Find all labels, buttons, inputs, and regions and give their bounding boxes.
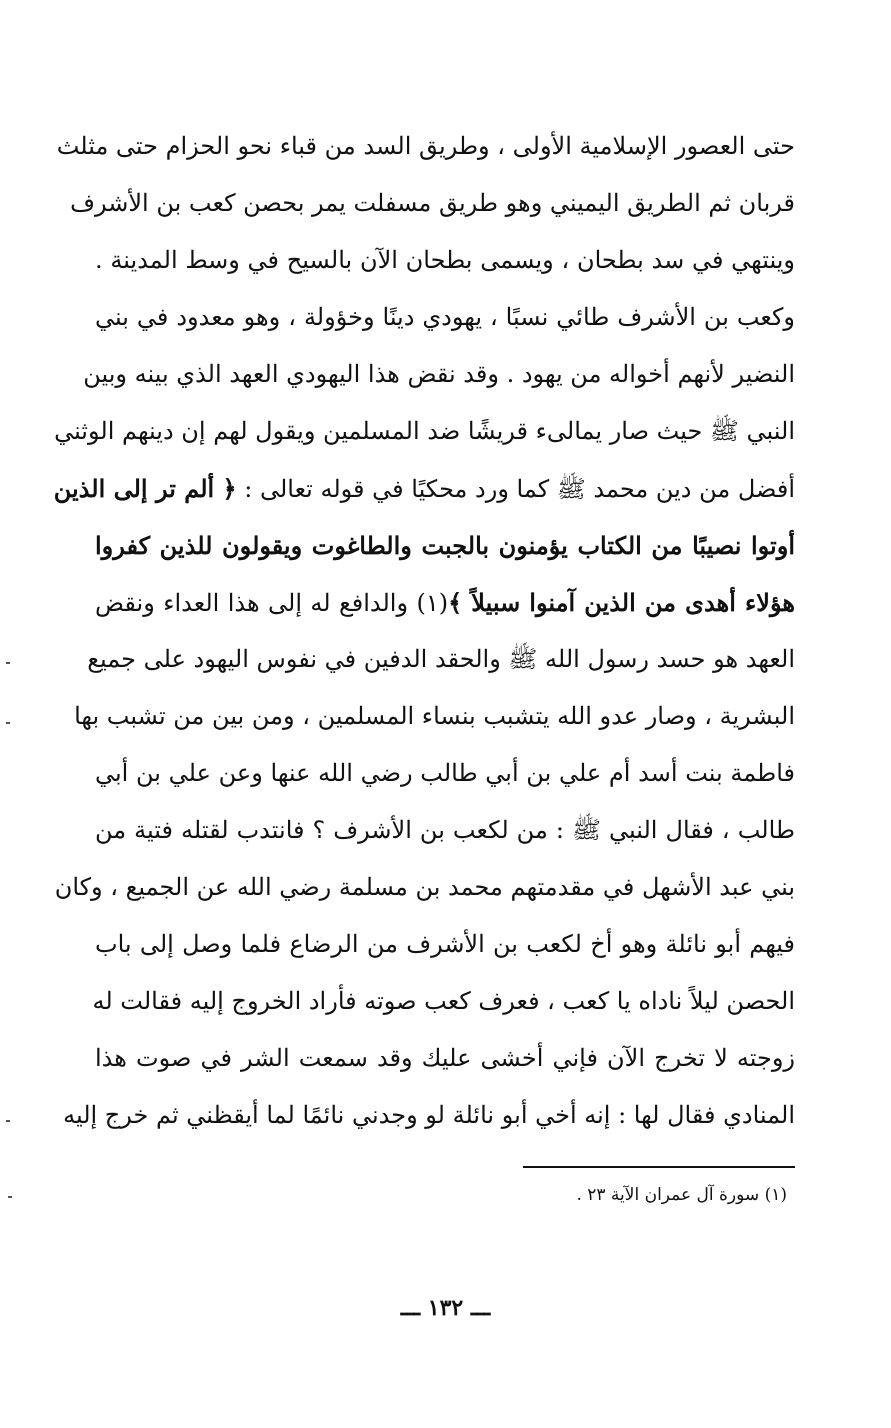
text-line-quran-quote	[95, 517, 795, 574]
quran-quote: هؤلاء أهدى من الذين آمنوا سبيلاً ﴾	[448, 588, 796, 617]
text-line: البشرية ، وصار عدو الله يتشبب بنساء المسلمين ، ومن بين من تشبب بها	[74, 702, 795, 730]
text-line-with-quran-quote	[95, 574, 795, 631]
text-line: وكعب بن الأشرف طائي نسبًا ، يهودي دينًا وخؤولة ، وهو معدود في بني	[95, 303, 795, 331]
text-line: قربان ثم الطريق اليميني وهو طريق مسفلت يمر بحصن كعب بن الأشرف	[70, 189, 795, 217]
text-line: فيهم أبو نائلة وهو أخ لكعب بن الأشرف من الرضاع فلما وصل إلى باب	[95, 930, 795, 958]
footnote-divider	[523, 1166, 795, 1168]
text-line: المنادي فقال لها : إنه أخي أبو نائلة لو وجدني نائمًا لما أيقظني ثم خرج إليه	[63, 1101, 795, 1129]
text-segment: أفضل من دين محمد ﷺ كما ورد محكيًا في قوله تعالى :	[236, 475, 795, 503]
text-segment: (١) والدافع له إلى هذا العداء ونقض	[95, 589, 449, 617]
text-line: فاطمة بنت أسد أم علي بن أبي طالب رضي الله عنها وعن علي بن أبي	[95, 759, 795, 787]
text-line-with-quran-quote	[53, 460, 795, 517]
quran-quote: ﴿ ألم تر إلى الذين	[53, 474, 237, 503]
text-line: زوجته لا تخرج الآن فإني أخشى عليك وقد سمعت الشر في صوت هذا	[95, 1044, 795, 1072]
text-line: النبي ﷺ حيث صار يمالىء قريشًا ضد المسلمين ويقول لهم إن دينهم الوثني	[54, 417, 795, 445]
text-line: وينتهي في سد بطحان ، ويسمى بطحان الآن بالسيح في وسط المدينة .	[95, 246, 795, 274]
quran-quote: أوتوا نصيبًا من الكتاب يؤمنون بالجبت والطاغوت ويقولون للذين كفروا	[95, 531, 795, 560]
text-line: النضير لأنهم أخواله من يهود . وقد نقض هذا اليهودي العهد الذي بينه وبين	[83, 360, 795, 388]
text-line: حتى العصور الإسلامية الأولى ، وطريق السد من قباء نحو الحزام حتى مثلث	[56, 132, 795, 160]
margin-speck	[6, 722, 10, 724]
margin-speck	[6, 1120, 10, 1122]
footnote: (١) سورة آل عمران الآية ٢٣ .	[576, 1185, 787, 1205]
text-line: طالب ، فقال النبي ﷺ : من لكعب بن الأشرف ؟ فانتدب لقتله فتية من	[95, 816, 795, 844]
margin-speck	[6, 662, 10, 664]
text-line: بني عبد الأشهل في مقدمتهم محمد بن مسلمة رضي الله عن الجميع ، وكان	[54, 873, 795, 901]
text-line: العهد هو حسد رسول الله ﷺ والحقد الدفين في نفوس اليهود على جميع	[87, 645, 795, 673]
text-line: الحصن ليلاً ناداه يا كعب ، فعرف كعب صوته فأراد الخروج إليه فقالت له	[92, 987, 795, 1015]
margin-speck	[8, 1196, 12, 1198]
main-text	[53, 118, 796, 1144]
page-number: ـــ ١٣٢ ـــ	[400, 1295, 491, 1321]
